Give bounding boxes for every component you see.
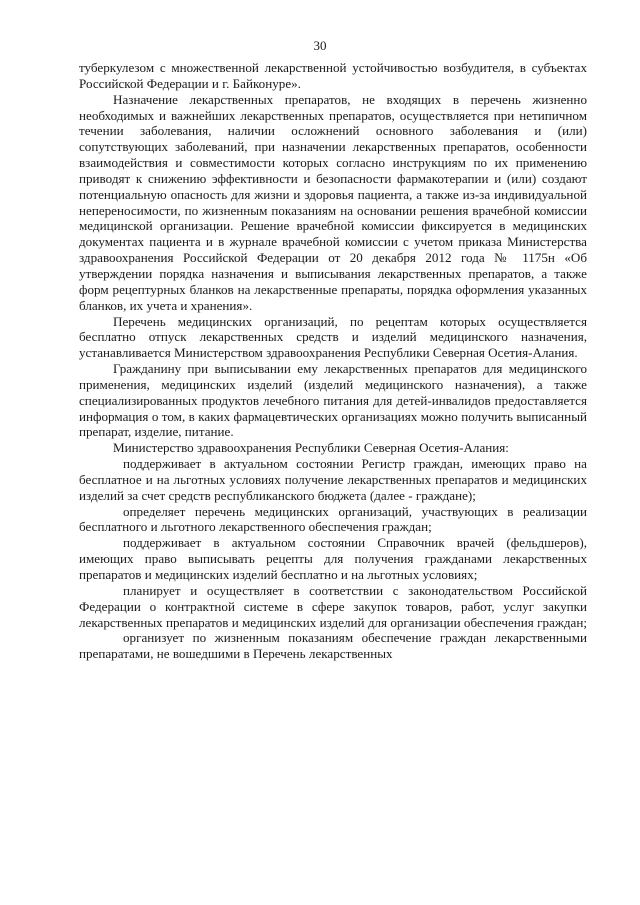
paragraph-non-list-drugs: Назначение лекарственных препаратов, не входящих в перечень жизненно необходимых и важнейших лекарственных препаратов, осуществляется при нетипичном течении заболевания, наличии осложнений основного заболевания и (или) сопутствующих заболеваний, при назначении лекарственных препаратов, особенности взаимодействия и совместимости которых согласно инструкциям по их применению приводят к снижению эффективности и безопасности фармакотерапии и (или) создают потенциальную опасность для жизни и здоровья пациента, а также из-за индивидуальной непереносимости, по жизненным показаниям на основании решения врачебной комиссии медицинской организации. Решение врачебной комиссии фиксируется в медицинских документах пациента и в журнале врачебной комиссии с учетом приказа Министерства здравоохранения Российской Федерации от 20 декабря 2012 года № 1175н «Об утверждении порядка назначения и выписывания лекарственных препаратов, а также форм рецептурных бланков на лекарственные препараты, порядка оформления указанных бланков, их учета и хранения». (79, 91, 587, 313)
paragraph-ministry-intro: Министерство здравоохранения Республики Северная Осетия-Алания: (113, 440, 509, 456)
list-item-doctors-directory: поддерживает в актуальном состоянии Справочник врачей (фельдшеров), имеющих право выписывать рецепты для получения гражданами лекарственных препаратов и медицинских изделий бесплатно и на льготных условиях; (79, 535, 587, 582)
list-item-vital-indications: организует по жизненным показаниям обеспечение граждан лекарственными препаратами, не вошедшими в Перечень лекарственных (79, 630, 587, 662)
body-text (79, 60, 587, 662)
list-item-register: поддерживает в актуальном состоянии Регистр граждан, имеющих право на бесплатное и на льготных условиях получение лекарственных препаратов и медицинских изделий за счет средств республиканского бюджета (далее - граждане); (79, 456, 587, 503)
paragraph-medical-organizations-list: Перечень медицинских организаций, по рецептам которых осуществляется бесплатно отпуск лекарственных средств и изделий медицинского назначения, устанавливается Министерством здравоохранения Республики Северная Осетия-Алания. (79, 313, 587, 361)
paragraph-continuation: туберкулезом с множественной лекарственной устойчивостью возбудителя, в субъектах Российской Федерации и г. Байконуре». (79, 60, 587, 91)
list-item-organizations: определяет перечень медицинских организаций, участвующих в реализации бесплатного и льготного лекарственного обеспечения граждан; (79, 503, 587, 535)
page-number: 30 (313, 38, 327, 53)
list-item-procurement: планирует и осуществляет в соответствии с законодательством Российской Федерации о контрактной системе в сфере закупок товаров, работ, услуг закупки лекарственных препаратов и медицинских изделий для организации обеспечения граждан; (79, 582, 587, 630)
paragraph-pharmacy-information: Гражданину при выписывании ему лекарственных препаратов для медицинского применения, медицинских изделий (изделий медицинского назначения), а также специализированных продуктов лечебного питания для детей-инвалидов предоставляется информация о том, в каких фармацевтических организациях можно получить выписанный препарат, изделие, питание. (79, 361, 587, 440)
